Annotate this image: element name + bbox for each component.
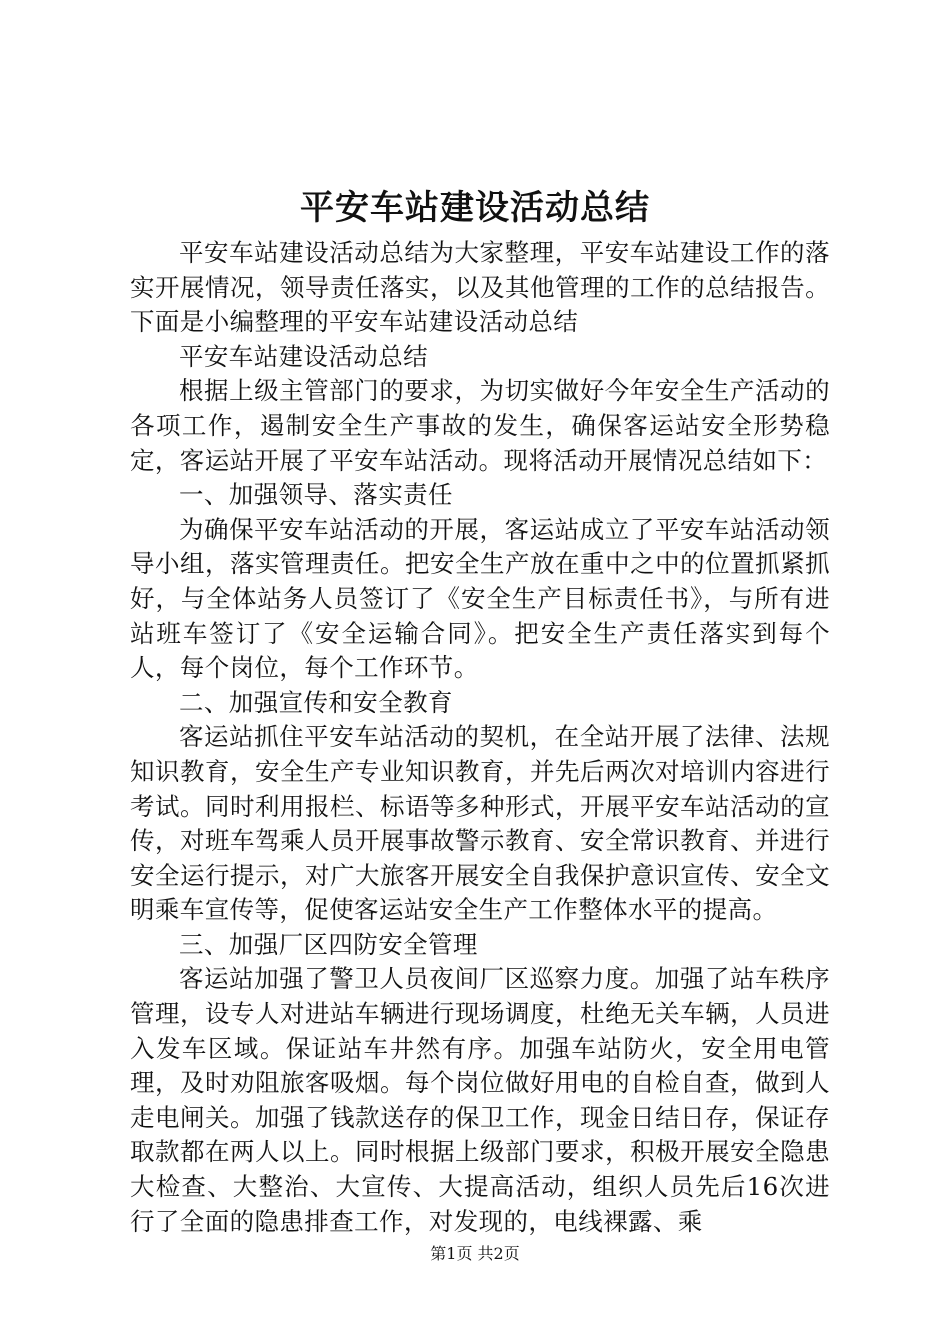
paragraph-section-1: 为确保平安车站活动的开展，客运站成立了平安车站活动领导小组，落实管理责任。把安全生产放在重中之中的位置抓紧抓好，与全体站务人员签订了《安全生产目标责任书》，与所有进站班车签订了《安全运输合同》。把安全生产责任落实到每个人，每个岗位，每个工作环节。 bbox=[130, 514, 830, 683]
page-number: 第1页 共2页 bbox=[430, 1244, 520, 1263]
document-title: 平安车站建设活动总结 bbox=[300, 188, 650, 228]
paragraph-section-3: 客运站加强了警卫人员夜间厂区巡察力度。加强了站车秩序管理，设专人对进站车辆进行现场调度，杜绝无关车辆，人员进入发车区域。保证站车井然有序。加强车站防火，安全用电管理，及时劝阻旅客吸烟。每个岗位做好用电的自检自查，做到人走电闸关。加强了钱款送存的保卫工作，现金日结日存，保证存取款都在两人以上。同时根据上级部门要求，积极开展安全隐患大检查、大整治、大宣传、大提高活动，组织人员先后16次进行了全面的隐患排查工作，对发现的，电线裸露、乘 bbox=[130, 964, 830, 1236]
paragraph-subtitle: 平安车站建设活动总结 bbox=[179, 341, 428, 371]
section-heading-2: 二、加强宣传和安全教育 bbox=[179, 687, 453, 717]
document-body bbox=[130, 236, 830, 1239]
section-heading-3: 三、加强厂区四防安全管理 bbox=[179, 929, 478, 959]
paragraph-overview: 根据上级主管部门的要求，为切实做好今年安全生产活动的各项工作，遏制安全生产事故的发生，确保客运站安全形势稳定，客运站开展了平安车站活动。现将活动开展情况总结如下： bbox=[130, 376, 830, 475]
paragraph-section-2: 客运站抓住平安车站活动的契机，在全站开展了法律、法规知识教育，安全生产专业知识教育，并先后两次对培训内容进行考试。同时利用报栏、标语等多种形式，开展平安车站活动的宣传，对班车驾乘人员开展事故警示教育、安全常识教育、并进行安全运行提示，对广大旅客开展安全自我保护意识宣传、安全文明乘车宣传等，促使客运站安全生产工作整体水平的提高。 bbox=[130, 722, 830, 925]
section-heading-1: 一、加强领导、落实责任 bbox=[179, 480, 453, 510]
paragraph-intro: 平安车站建设活动总结为大家整理，平安车站建设工作的落实开展情况，领导责任落实，以及其他管理的工作的总结报告。下面是小编整理的平安车站建设活动总结 bbox=[130, 238, 830, 337]
